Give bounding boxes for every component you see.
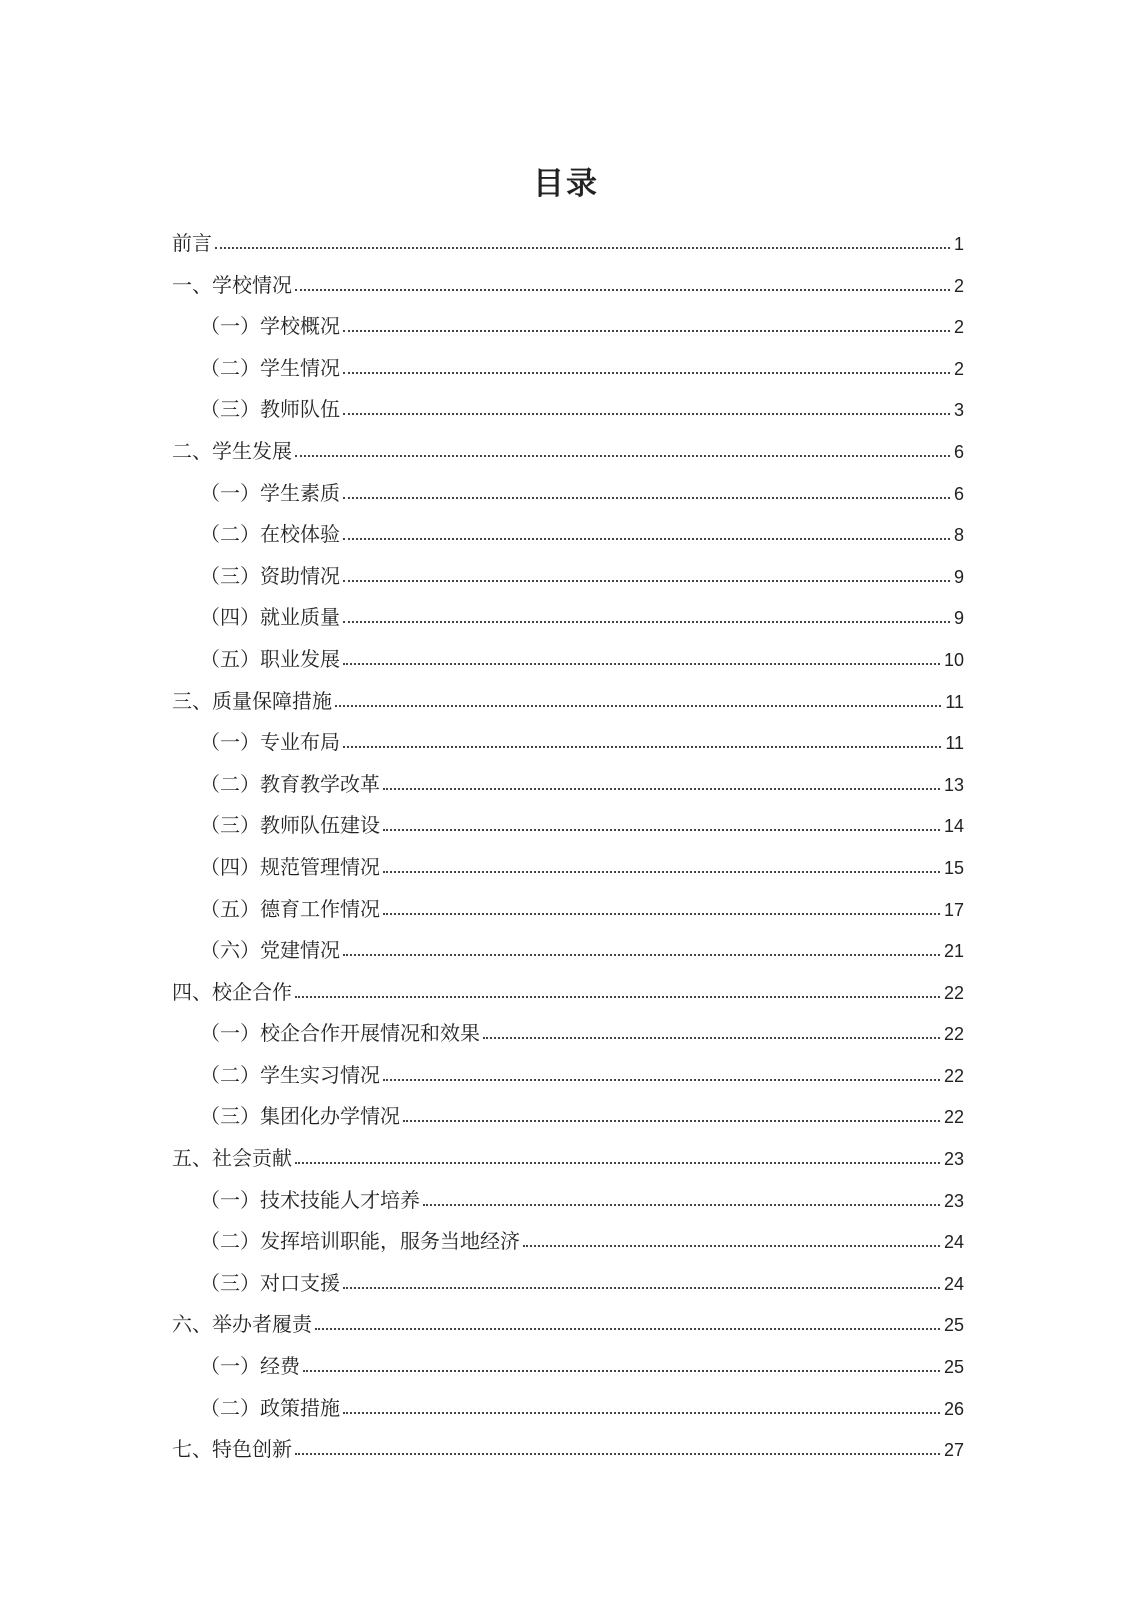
toc-entry-page-number: 22 — [943, 1024, 964, 1045]
toc-entry-page-number: 24 — [943, 1232, 964, 1253]
dot-leader — [315, 1326, 940, 1330]
toc-entry-page-number: 2 — [953, 317, 964, 338]
dot-leader — [403, 1118, 940, 1122]
toc-entry-page-number: 26 — [943, 1398, 964, 1419]
toc-entry-page-number: 3 — [953, 400, 964, 421]
toc-entry-label: （二）在校体验 — [200, 522, 340, 547]
toc-entry-page-number: 25 — [943, 1315, 964, 1336]
toc-entry[interactable] — [172, 805, 964, 847]
toc-entry[interactable] — [172, 223, 964, 265]
toc-entry-label: （五）德育工作情况 — [200, 896, 380, 921]
toc-entry-page-number: 13 — [943, 774, 964, 795]
toc-entry-page-number: 2 — [953, 275, 964, 296]
toc-entry-page-number: 6 — [953, 441, 964, 462]
toc-entry-label: （三）教师队伍 — [200, 397, 340, 422]
toc-entry-label: （三）集团化办学情况 — [200, 1104, 400, 1129]
toc-entry-label: 一、学校情况 — [172, 272, 292, 297]
dot-leader — [423, 1202, 940, 1206]
dot-leader — [383, 786, 940, 790]
dot-leader — [335, 703, 941, 707]
dot-leader — [343, 370, 950, 374]
toc-entry-page-number: 21 — [943, 941, 964, 962]
toc-entry-page-number: 9 — [953, 608, 964, 629]
dot-leader — [343, 328, 950, 332]
dot-leader — [343, 619, 950, 623]
toc-entry-label: （三）资助情况 — [200, 563, 340, 588]
toc-entry-page-number: 22 — [943, 982, 964, 1003]
toc-entry-label: （三）对口支援 — [200, 1270, 340, 1295]
toc-entry-page-number: 2 — [953, 358, 964, 379]
dot-leader — [523, 1243, 940, 1247]
toc-entry[interactable] — [172, 389, 964, 431]
toc-entry[interactable] — [172, 847, 964, 889]
dot-leader — [295, 994, 940, 998]
dot-leader — [303, 1368, 940, 1372]
toc-entry[interactable] — [172, 473, 964, 515]
toc-entry-label: （四）就业质量 — [200, 605, 340, 630]
toc-entry[interactable] — [172, 1388, 964, 1430]
toc-entry-label: （一）学校概况 — [200, 314, 340, 339]
toc-entry-label: （六）党建情况 — [200, 938, 340, 963]
toc-entry[interactable] — [172, 722, 964, 764]
toc-entry[interactable] — [172, 348, 964, 390]
toc-entry-label: （三）教师队伍建设 — [200, 813, 380, 838]
toc-entry-label: （二）学生情况 — [200, 355, 340, 380]
toc-entry-page-number: 22 — [943, 1065, 964, 1086]
toc-entry[interactable] — [172, 639, 964, 681]
toc-entry[interactable] — [172, 1180, 964, 1222]
toc-entry-page-number: 11 — [945, 691, 964, 712]
toc-entry[interactable] — [172, 265, 964, 307]
dot-leader — [295, 453, 950, 457]
toc-entry[interactable] — [172, 1138, 964, 1180]
toc-entry[interactable] — [172, 1304, 964, 1346]
toc-entry-label: 六、举办者履责 — [172, 1312, 312, 1337]
toc-entry-label: （二）学生实习情况 — [200, 1062, 380, 1087]
toc-entry-page-number: 6 — [953, 483, 964, 504]
toc-entry-label: 五、社会贡献 — [172, 1146, 292, 1171]
toc-entry-label: （二）教育教学改革 — [200, 771, 380, 796]
dot-leader — [215, 245, 950, 249]
toc-entry[interactable] — [172, 1263, 964, 1305]
toc-entry[interactable] — [172, 930, 964, 972]
dot-leader — [383, 911, 940, 915]
toc-entry-label: 四、校企合作 — [172, 979, 292, 1004]
dot-leader — [343, 1410, 940, 1414]
toc-entry-page-number: 9 — [953, 566, 964, 587]
dot-leader — [295, 1451, 940, 1455]
toc-entry-label: （一）专业布局 — [200, 730, 340, 755]
toc-entry[interactable] — [172, 889, 964, 931]
dot-leader — [343, 744, 941, 748]
toc-entry-label: 三、质量保障措施 — [172, 688, 332, 713]
dot-leader — [383, 869, 940, 873]
dot-leader — [343, 578, 950, 582]
toc-entry-label: （一）校企合作开展情况和效果 — [200, 1021, 480, 1046]
dot-leader — [343, 661, 940, 665]
table-of-contents — [172, 223, 964, 1471]
dot-leader — [343, 536, 950, 540]
toc-entry-page-number: 15 — [943, 857, 964, 878]
toc-entry-page-number: 23 — [943, 1149, 964, 1170]
toc-entry-label: 前言 — [172, 231, 212, 255]
toc-entry-page-number: 27 — [943, 1440, 964, 1461]
toc-entry[interactable] — [172, 597, 964, 639]
dot-leader — [295, 287, 950, 291]
toc-entry[interactable] — [172, 972, 964, 1014]
toc-entry[interactable] — [172, 556, 964, 598]
dot-leader — [483, 1035, 940, 1039]
toc-entry-page-number: 23 — [943, 1190, 964, 1211]
toc-entry-label: （五）职业发展 — [200, 646, 340, 671]
dot-leader — [343, 411, 950, 415]
toc-entry-label: （一）学生素质 — [200, 480, 340, 505]
toc-entry-page-number: 25 — [943, 1357, 964, 1378]
dot-leader — [295, 1160, 940, 1164]
toc-entry[interactable] — [172, 514, 964, 556]
toc-entry[interactable] — [172, 681, 964, 723]
toc-entry[interactable] — [172, 431, 964, 473]
toc-entry[interactable] — [172, 1221, 964, 1263]
dot-leader — [343, 952, 940, 956]
toc-entry-page-number: 10 — [943, 649, 964, 670]
toc-entry[interactable] — [172, 1096, 964, 1138]
toc-entry-page-number: 11 — [945, 733, 964, 754]
toc-entry-label: （二）政策措施 — [200, 1395, 340, 1420]
toc-entry[interactable] — [172, 1055, 964, 1097]
toc-entry-label: （一）经费 — [200, 1354, 300, 1379]
dot-leader — [383, 1077, 940, 1081]
dot-leader — [343, 495, 950, 499]
dot-leader — [343, 1285, 940, 1289]
toc-entry-label: （二）发挥培训职能，服务当地经济 — [200, 1229, 520, 1254]
toc-entry-page-number: 24 — [943, 1273, 964, 1294]
toc-entry-label: 七、特色创新 — [172, 1437, 292, 1462]
dot-leader — [383, 827, 940, 831]
toc-entry-label: 二、学生发展 — [172, 438, 292, 463]
toc-entry-page-number: 14 — [943, 816, 964, 837]
toc-entry-label: （一）技术技能人才培养 — [200, 1187, 420, 1212]
toc-entry-page-number: 17 — [943, 899, 964, 920]
toc-entry[interactable] — [172, 764, 964, 806]
toc-entry[interactable] — [172, 1429, 964, 1471]
toc-entry[interactable] — [172, 1346, 964, 1388]
toc-entry-page-number: 1 — [953, 234, 964, 254]
toc-entry-label: （四）规范管理情况 — [200, 854, 380, 879]
toc-entry[interactable] — [172, 1013, 964, 1055]
toc-entry[interactable] — [172, 306, 964, 348]
page-title: 目录 — [533, 165, 599, 202]
toc-entry-page-number: 8 — [953, 525, 964, 546]
toc-entry-page-number: 22 — [943, 1107, 964, 1128]
